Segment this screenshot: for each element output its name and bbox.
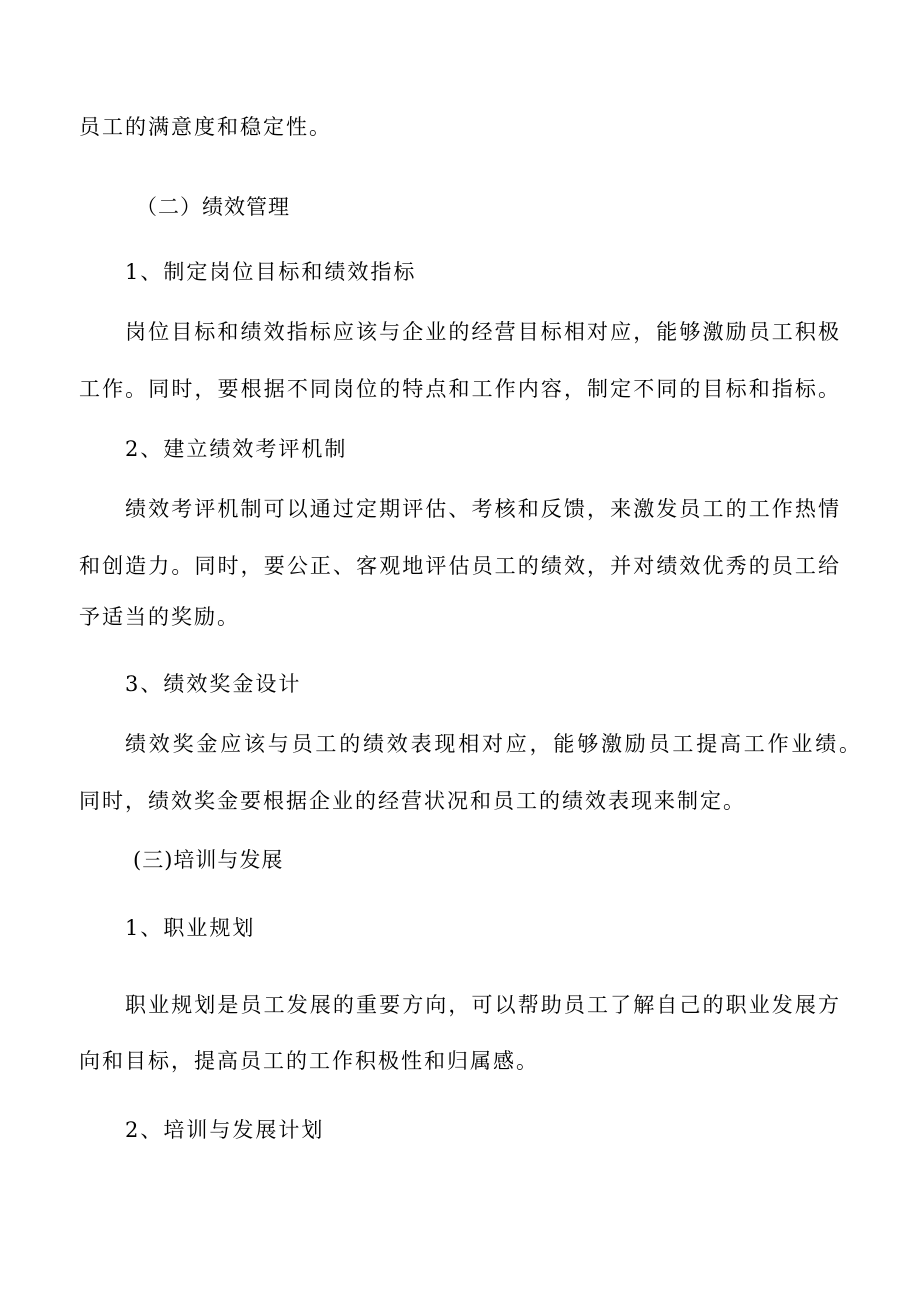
section-heading: (三)培训与发展 [133,848,284,872]
paragraph-line: 向和目标，提高员工的工作积极性和归属感。 [79,1049,539,1073]
paragraph-line: 绩效考评机制可以通过定期评估、考核和反馈，来激发员工的工作热情 [125,497,839,521]
subsection-heading: 3、绩效奖金设计 [125,672,302,696]
paragraph-line: 和创造力。同时，要公正、客观地评估员工的绩效，并对绩效优秀的员工给 [79,554,839,578]
paragraph-line: 绩效奖金应该与员工的绩效表现相对应，能够激励员工提高工作业绩。 [125,732,860,756]
section-heading: （二）绩效管理 [136,195,290,219]
paragraph-line: 予适当的奖励。 [79,605,240,629]
paragraph-line: 岗位目标和绩效指标应该与企业的经营目标相对应，能够激励员工积极 [125,320,839,344]
subsection-heading: 2、培训与发展计划 [125,1118,325,1142]
paragraph-line: 员工的满意度和稳定性。 [79,115,332,139]
paragraph-line: 工作。同时，要根据不同岗位的特点和工作内容，制定不同的目标和指标。 [79,377,839,401]
paragraph-line: 职业规划是员工发展的重要方向，可以帮助员工了解自己的职业发展方 [125,993,839,1017]
paragraph-line: 同时，绩效奖金要根据企业的经营状况和员工的绩效表现来制定。 [79,789,746,813]
subsection-heading: 1、制定岗位目标和绩效指标 [125,260,417,284]
subsection-heading: 2、建立绩效考评机制 [125,437,348,461]
subsection-heading: 1、职业规划 [125,916,256,940]
